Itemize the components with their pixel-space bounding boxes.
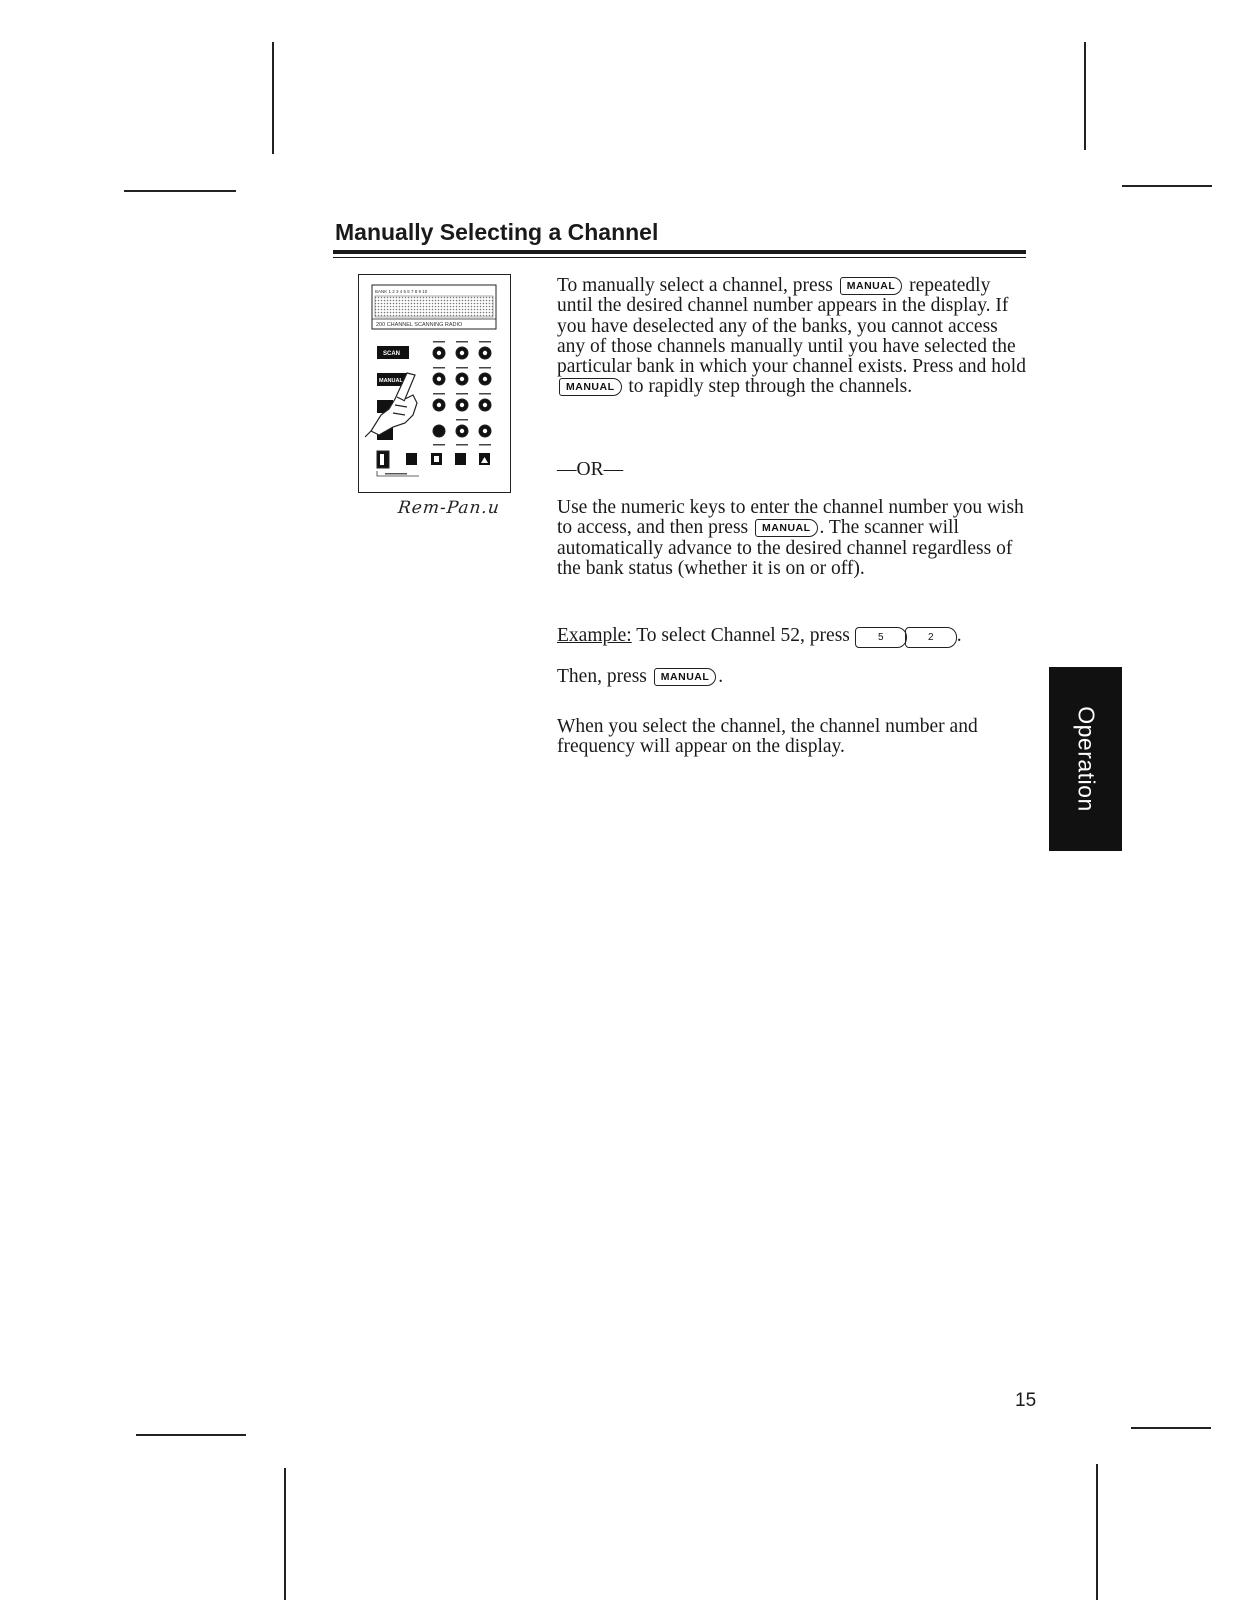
title-rule-thick [333, 250, 1026, 254]
section-title: Manually Selecting a Channel [335, 219, 659, 245]
numeric-keypad [433, 347, 491, 437]
handwritten-caption: Rem-Pan.u [396, 498, 501, 518]
display-model-label: 200 CHANNEL SCANNING RADIO [376, 322, 463, 328]
title-rule-thin [333, 257, 1026, 258]
crop-mark-top-left-horizontal [124, 190, 236, 192]
manual-key-icon: MANUAL [840, 277, 903, 295]
manual-key-label: MANUAL [379, 378, 403, 384]
key-5-icon: 5 [855, 627, 907, 648]
crop-mark-bottom-left-vertical [284, 1468, 286, 1600]
scanner-keypad-drawing [359, 275, 510, 492]
crop-mark-top-left-vertical [272, 42, 274, 154]
or-separator: —OR— [557, 459, 624, 480]
page-number: 15 [1015, 1390, 1037, 1411]
manual-key-icon: MANUAL [654, 668, 717, 686]
paragraph-display-note: When you select the channel, the channel number and frequency will appear on the display. [557, 716, 978, 758]
scanner-illustration [358, 274, 511, 493]
paragraph-manual-step: To manually select a channel, press MANUAL repeatedly until the desired channel number appears in the display. If you have deselected any of the banks, you cannot access any of those channels manually until you have selected the particular bank in which your channel exists. Press and hold MANUAL to rapidly step through the channels. [557, 275, 1026, 398]
section-side-tab [1049, 667, 1122, 851]
example-line: Example: To select Channel 52, press 5 2 . [557, 625, 962, 646]
paragraph-numeric-keys: Use the numeric keys to enter the channel number you wish to access, and then press MANUAL . The scanner will automatically advance to the desired channel regardless of the bank status (whether it is on or off). [557, 497, 1024, 579]
example-label: Example: [557, 625, 632, 646]
side-tab-label: Operation [1073, 706, 1099, 812]
crop-mark-bottom-left-horizontal [136, 1434, 246, 1436]
display-bank-label: BANK 1 2 3 4 5 6 7 8 9 10 [375, 289, 428, 294]
crop-mark-top-right-horizontal [1122, 185, 1212, 187]
then-line: Then, press MANUAL . [557, 666, 724, 687]
lcd-screen [375, 296, 493, 317]
crop-mark-bottom-right-vertical [1096, 1464, 1098, 1600]
crop-mark-bottom-right-horizontal [1131, 1427, 1211, 1429]
key-2-icon: 2 [905, 627, 957, 648]
manual-key-icon: MANUAL [755, 519, 818, 537]
crop-mark-top-right-vertical [1084, 42, 1086, 150]
scan-key-label: SCAN [383, 351, 401, 357]
manual-key-icon: MANUAL [559, 378, 622, 396]
